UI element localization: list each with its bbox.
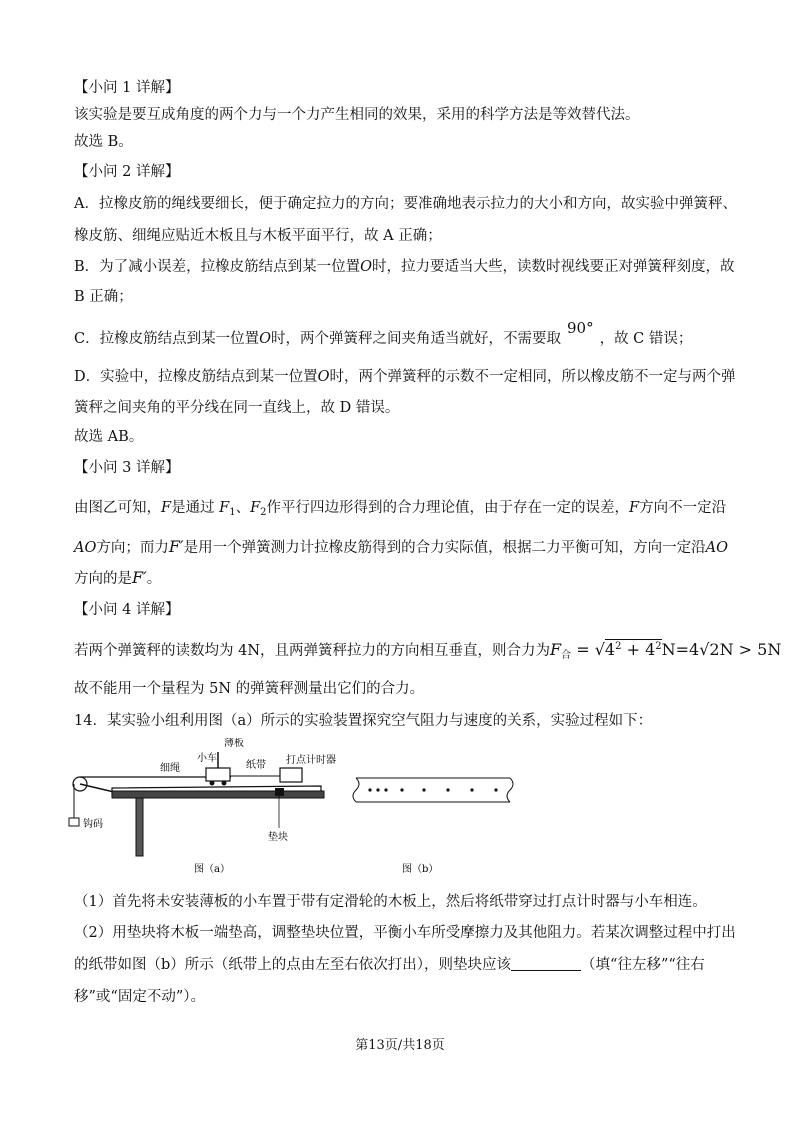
q3-line1: 由图乙可知，F是通过 $F_1$、$F_2$作平行四边形得到的合力理论值，由于存在一定的误差，F方向不一定沿 bbox=[74, 500, 727, 518]
label-string: 细绳 bbox=[160, 763, 180, 774]
q14-step1: （1）首先将未安装薄板的小车置于带有定滑轮的木板上，然后将纸带穿过打点计时器与小车相连。 bbox=[74, 894, 707, 910]
timer-icon bbox=[280, 768, 302, 782]
weight-icon bbox=[69, 818, 79, 826]
cart-icon bbox=[206, 768, 230, 781]
q2-option-d-line2: 簧秤之间夹角的平分线在同一直线上，故 D 错误。 bbox=[74, 400, 400, 416]
q4-line2: 故不能用一个量程为 5N 的弹簧秤测量出它们的合力。 bbox=[74, 681, 425, 697]
q2-option-a-line1: A．拉橡皮筋的绳线要细长，便于确定拉力的方向；要准确地表示拉力的大小和方向，故实验中弹簧秤、 bbox=[74, 196, 737, 212]
q3-heading: 【小问 3 详解】 bbox=[74, 460, 180, 476]
block-icon bbox=[275, 788, 284, 796]
q2-option-d-line1: D．实验中，拉橡皮筋结点到某一位置O时，两个弹簧秤的示数不一定相同，所以橡皮筋不一定与两个弹 bbox=[74, 369, 736, 385]
label-block: 垫块 bbox=[268, 832, 288, 843]
paper-tape-figure bbox=[353, 778, 513, 802]
q14-stem: 14．某实验小组利用图（a）所示的实验装置探究空气阻力与速度的关系，实验过程如下： bbox=[74, 713, 653, 729]
label-tape: 纸带 bbox=[246, 760, 266, 771]
q14-step2-line1: （2）用垫块将木板一端垫高，调整垫块位置，平衡小车所受摩擦力及其他阻力。若某次调整过程中打出 bbox=[74, 925, 736, 941]
q4-heading: 【小问 4 详解】 bbox=[74, 602, 180, 618]
q2-option-c: C．拉橡皮筋结点到某一位置O时，两个弹簧秤之间夹角适当就好，不需要取90°，故 C 错误； bbox=[74, 319, 693, 347]
label-weight: 钩码 bbox=[83, 819, 103, 830]
q2-heading: 【小问 2 详解】 bbox=[74, 164, 180, 180]
experiment-figure bbox=[66, 738, 536, 878]
q2-answer: 故选 AB。 bbox=[74, 429, 144, 445]
q14-step2-line2: 的纸带如图（b）所示（纸带上的点由左至右依次打出），则垫块应该 （填“往左移”“往右 bbox=[74, 957, 705, 973]
caption-b: 图（b） bbox=[402, 864, 439, 875]
q3-line2: AO方向；而力F′是用一个弹簧测力计拉橡皮筋得到的合力实际值，根据二力平衡可知，方向一定沿AO bbox=[74, 537, 728, 556]
caption-a: 图（a） bbox=[194, 864, 230, 875]
q1-text: 该实验是要互成角度的两个力与一个力产生相同的效果，采用的科学方法是等效替代法。 bbox=[74, 107, 640, 123]
q2-option-a-line2: 橡皮筋、细绳应贴近木板且与木板平面平行，故 A 正确； bbox=[74, 228, 442, 244]
label-timer: 打点计时器 bbox=[286, 755, 336, 766]
q2-option-b-line1: B．为了减小误差，拉橡皮筋结点到某一位置O时，拉力要适当大些，读数时视线要正对弹簧秤刻度，故 bbox=[74, 259, 735, 275]
q1-answer: 故选 B。 bbox=[74, 134, 133, 150]
page-footer: 第13页/共18页 bbox=[355, 1038, 445, 1053]
label-cart: 小车 bbox=[197, 753, 217, 764]
q3-line3: 方向的是F′。 bbox=[74, 568, 162, 587]
q4-line1: 若两个弹簧秤的读数均为 4N，且两弹簧秤拉力的方向相互垂直，则合力为$F_合 = √4^2 + 4^2N=4√2N > 5N$ bbox=[74, 640, 782, 661]
q14-step2-line3: 移”或“固定不动”）。 bbox=[74, 989, 205, 1005]
q1-heading: 【小问 1 详解】 bbox=[74, 80, 180, 96]
q2-option-b-line2: B 正确； bbox=[74, 289, 133, 305]
answer-blank[interactable] bbox=[511, 956, 581, 971]
label-thin-board: 薄板 bbox=[224, 738, 244, 749]
